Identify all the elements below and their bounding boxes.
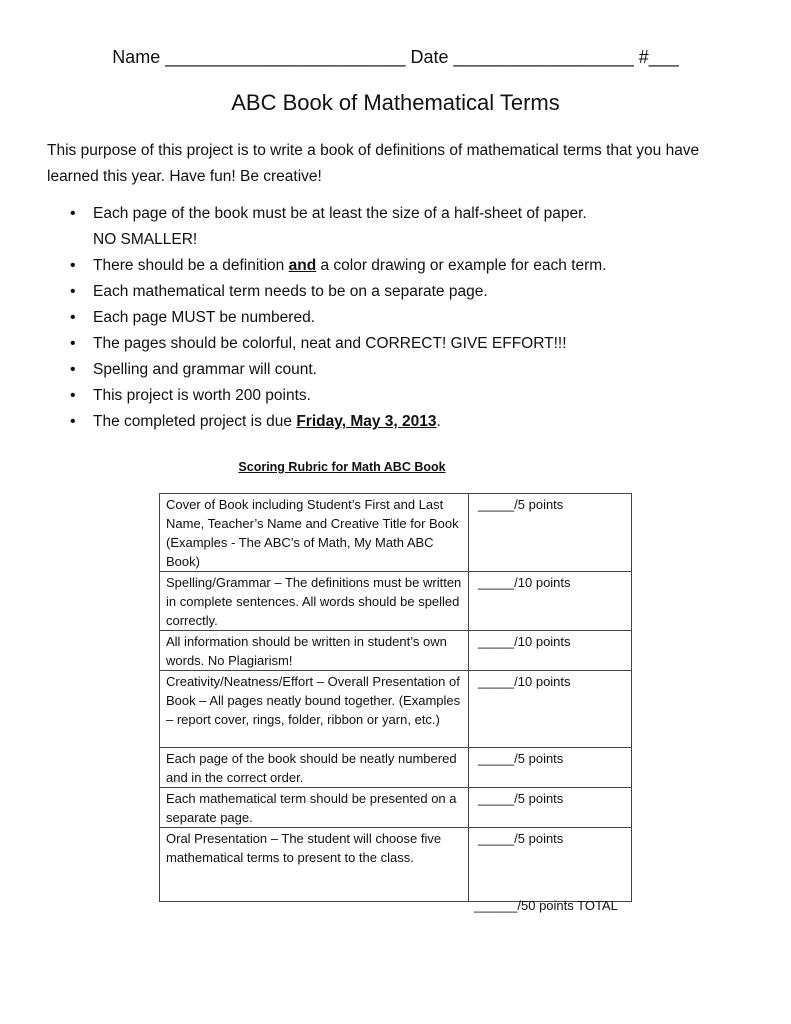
table-row — [160, 494, 632, 572]
name-label: Name — [112, 47, 161, 67]
criterion-cell: Oral Presentation – The student will choose five mathematical terms to present to the class. — [160, 828, 469, 902]
name-blank: ________________________ — [165, 47, 406, 67]
table-row — [160, 748, 632, 788]
criterion-cell: Creativity/Neatness/Effort – Overall Presentation of Book – All pages neatly bound together. (Examples – report cover, rings, folder, ribbon or yarn, etc.) — [160, 671, 469, 748]
intro-paragraph: This purpose of this project is to write a book of definitions of mathematical terms that you have learned this year. Have fun! Be creative! — [47, 142, 700, 185]
points-cell: _____/10 points — [469, 631, 632, 671]
list-item — [47, 409, 747, 435]
table-row — [160, 631, 632, 671]
criterion-cell: Spelling/Grammar – The definitions must be written in complete sentences. All words should be spelled correctly. — [160, 572, 469, 631]
points-cell: _____/5 points — [469, 788, 632, 828]
criterion-cell: Each mathematical term should be presented on a separate page. — [160, 788, 469, 828]
list-item — [47, 253, 747, 279]
number-label: #___ — [638, 47, 679, 67]
criterion-cell: Each page of the book should be neatly numbered and in the correct order. — [160, 748, 469, 788]
list-item — [47, 201, 747, 253]
list-item-text: The completed project is due — [93, 413, 297, 430]
criterion-cell: All information should be written in student’s own words. No Plagiarism! — [160, 631, 469, 671]
list-item-text: a color drawing or example for each term. — [316, 257, 607, 274]
list-item-text: NO SMALLER! — [93, 231, 198, 248]
points-cell: _____/5 points — [469, 494, 632, 572]
points-cell: _____/5 points — [469, 748, 632, 788]
table-row — [160, 828, 632, 902]
list-item-text: . — [436, 413, 441, 430]
requirements-list — [47, 201, 747, 435]
list-item-text: Each page of the book must be at least the size of a half-sheet of paper. — [93, 205, 587, 222]
list-item: • This project is worth 200 points. — [47, 383, 747, 409]
due-date: Friday, May 3, 2013 — [296, 413, 437, 430]
criterion-cell: Cover of Book including Student’s First and Last Name, Teacher’s Name and Creative Title for Book (Examples - The ABC’s of Math, My Math ABC Book) — [160, 494, 469, 572]
student-info-line — [0, 47, 791, 68]
list-item: • The pages should be colorful, neat and CORRECT! GIVE EFFORT!!! — [47, 331, 747, 357]
table-row — [160, 671, 632, 748]
emphasis-and: and — [288, 257, 317, 274]
list-item: • Spelling and grammar will count. — [47, 357, 747, 383]
list-item-text: There should be a definition — [93, 257, 289, 274]
table-row — [160, 788, 632, 828]
date-label: Date — [410, 47, 449, 67]
points-cell: _____/10 points — [469, 572, 632, 631]
date-blank: __________________ — [453, 47, 634, 67]
total-points: ______/50 points TOTAL — [474, 898, 618, 913]
rubric-title: Scoring Rubric for Math ABC Book — [238, 460, 446, 474]
points-cell: _____/10 points — [469, 671, 632, 748]
rubric-table — [159, 493, 632, 902]
table-row — [160, 572, 632, 631]
list-item: • Each mathematical term needs to be on a separate page. — [47, 279, 747, 305]
points-cell: _____/5 points — [469, 828, 632, 902]
page-title: ABC Book of Mathematical Terms — [231, 90, 560, 115]
list-item: • Each page MUST be numbered. — [47, 305, 747, 331]
